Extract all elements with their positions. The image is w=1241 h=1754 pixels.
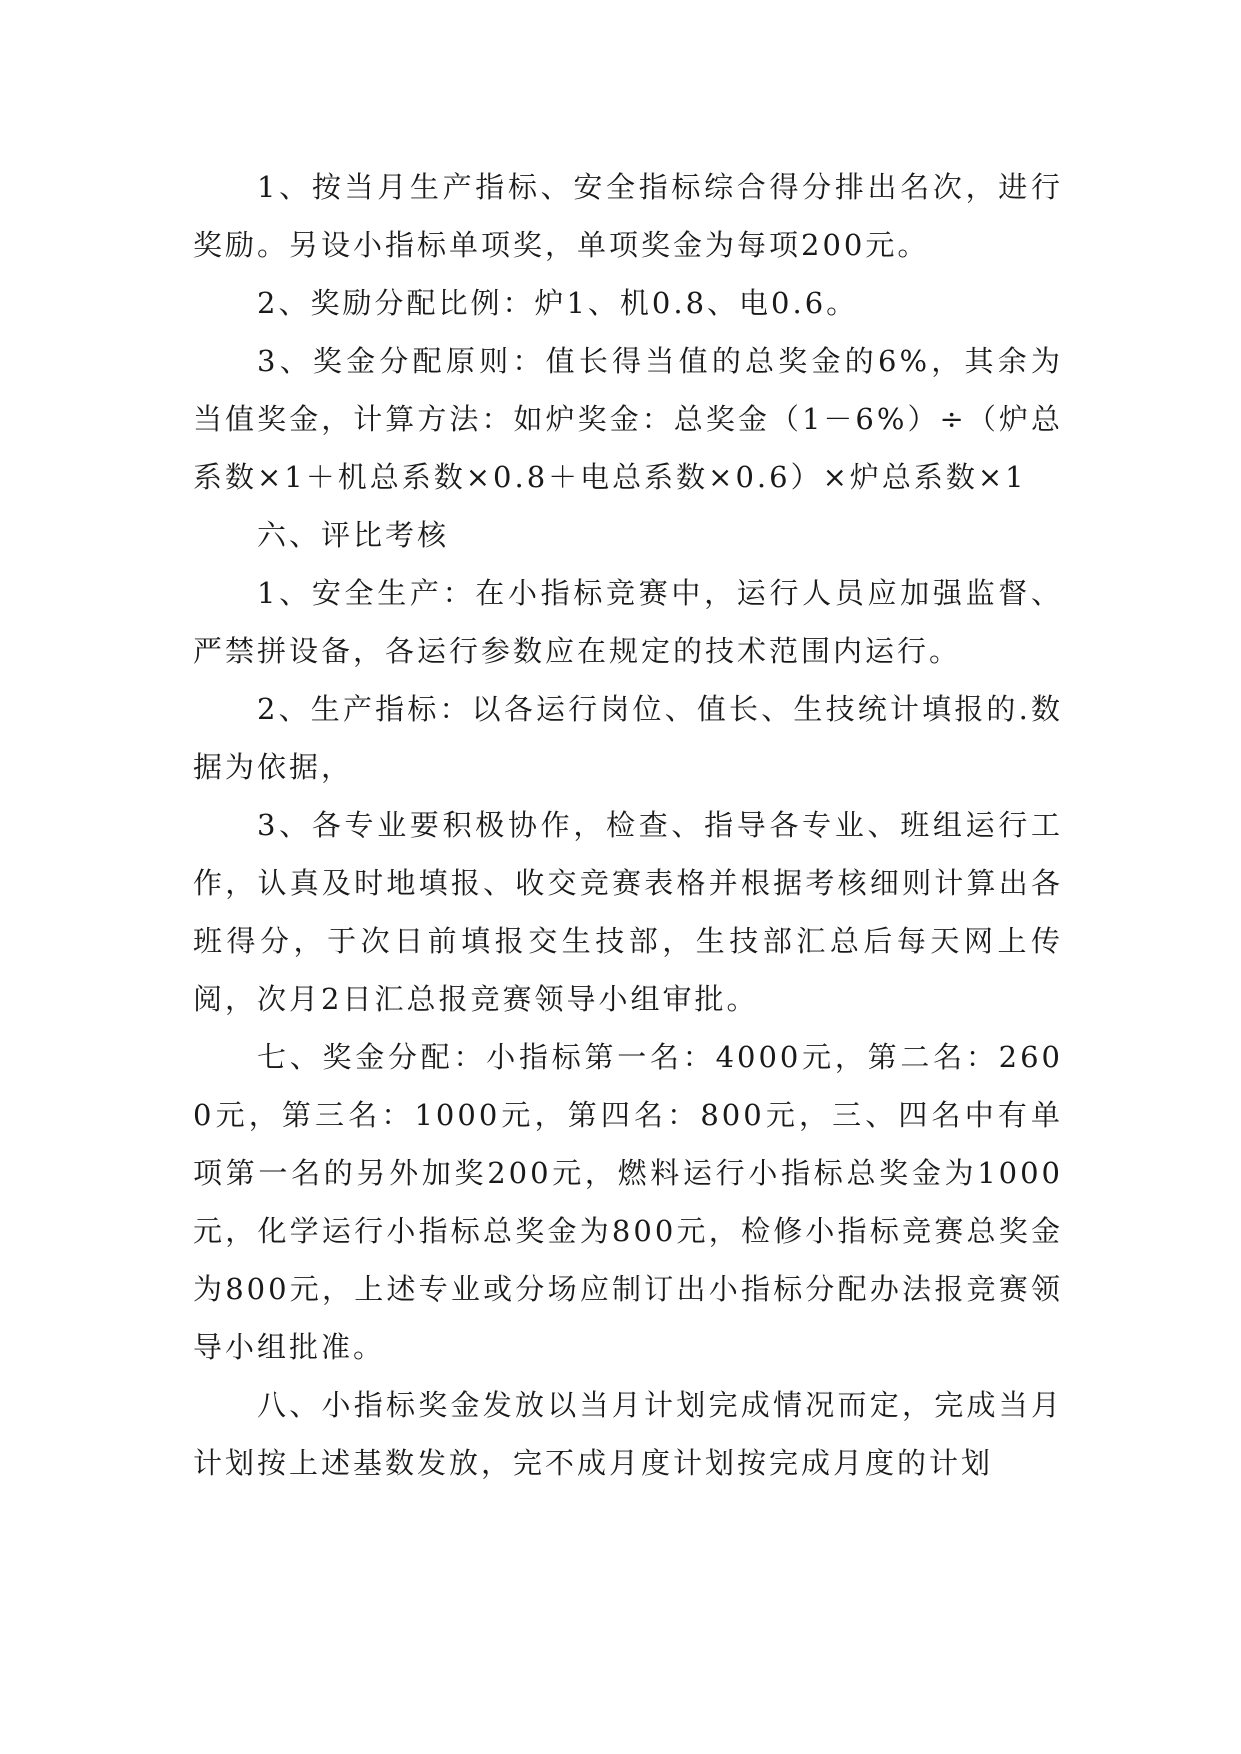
section-8-bonus-payment: 八、小指标奖金发放以当月计划完成情况而定，完成当月计划按上述基数发放，完不成月度计划按完成月度的计划 (193, 1388, 1063, 1480)
paragraph-1: 1、按当月生产指标、安全指标综合得分排出名次，进行奖励。另设小指标单项奖，单项奖金为每项200元。 (193, 170, 1063, 262)
paragraph-7: 3、各专业要积极协作，检查、指导各专业、班组运行工作，认真及时地填报、收交竞赛表格并根据考核细则计算出各班得分，于次日前填报交生技部，生技部汇总后每天网上传阅，次月2日汇总报竞赛领导小组审批。 (193, 808, 1063, 1016)
section-7-bonus-distribution: 七、奖金分配：小指标第一名：4000元，第二名：2600元，第三名：1000元，第四名：800元，三、四名中有单项第一名的另外加奖200元，燃料运行小指标总奖金为1000元，化学运行小指标总奖金为800元，检修小指标竞赛总奖金为800元，上述专业或分场应制订出小指标分配办法报竞赛领导小组批准。 (193, 1040, 1063, 1364)
paragraph-2: 2、奖励分配比例：炉1、机0.8、电0.6。 (257, 286, 859, 320)
paragraph-3: 3、奖金分配原则：值长得当值的总奖金的6%，其余为当值奖金，计算方法：如炉奖金：总奖金（1－6%）÷（炉总系数×1＋机总系数×0.8＋电总系数×0.6）×炉总系数×1 (193, 344, 1063, 494)
paragraph-6: 2、生产指标：以各运行岗位、值长、生技统计填报的.数据为依据， (193, 692, 1063, 784)
section-heading-6: 六、评比考核 (257, 518, 450, 552)
document-body (193, 158, 1063, 1492)
paragraph-5: 1、安全生产：在小指标竞赛中，运行人员应加强监督、严禁拼设备，各运行参数应在规定的技术范围内运行。 (193, 576, 1063, 668)
